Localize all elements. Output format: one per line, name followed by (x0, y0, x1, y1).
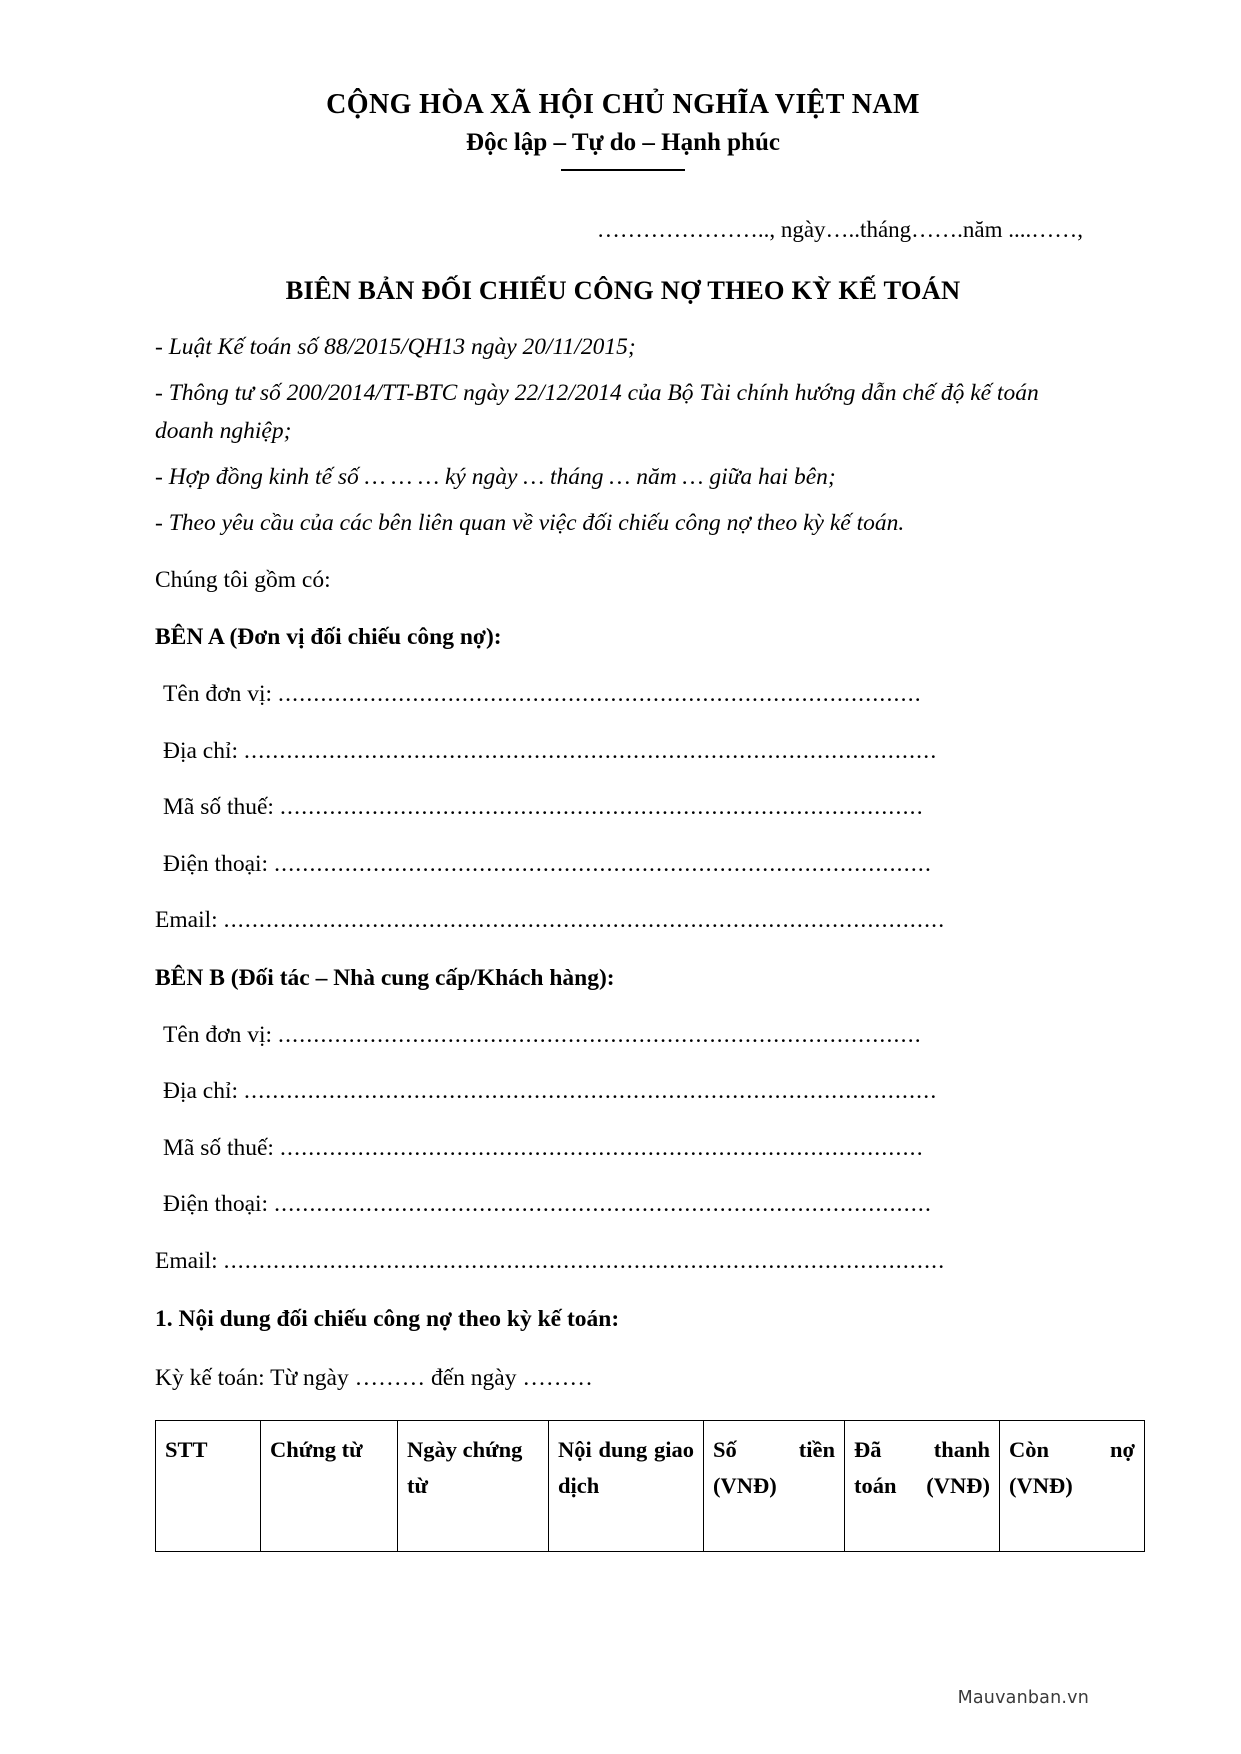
table-header-row-group (156, 1420, 1145, 1551)
field-label: Địa chỉ: (163, 1078, 239, 1105)
party-b-field-dien-thoai[interactable] (155, 1186, 1091, 1224)
field-label: Mã số thuế: (163, 794, 274, 821)
field-label: Địa chỉ: (163, 737, 239, 764)
intro-text: Chúng tôi gồm có: (155, 566, 331, 593)
column-header-da-thanh-toan: Đã thanh toán (VNĐ) (845, 1420, 1000, 1551)
party-b-heading: BÊN B (Đối tác – Nhà cung cấp/Khách hàng): (155, 965, 615, 992)
field-label: Email: (155, 907, 218, 934)
national-header (155, 88, 1091, 171)
site-watermark: Mauvanban.vn (957, 1688, 1089, 1708)
column-header-ngay-chung-tu: Ngày chứng từ (398, 1420, 549, 1551)
field-label: Điện thoại: (163, 1191, 269, 1218)
debt-reconciliation-table (155, 1420, 1145, 1552)
field-dotted-blank[interactable]: ............................................................................................. (274, 850, 933, 877)
field-label: Email: (155, 1247, 218, 1274)
field-dotted-blank[interactable]: ............................................................................................. (274, 1191, 933, 1218)
header-divider (561, 169, 685, 171)
field-dotted-blank[interactable]: ........................................................................................... (278, 681, 922, 708)
place-date-line: ………………….., ngày…..tháng…….năm ....……, (596, 216, 1083, 242)
column-header-con-no: Còn nợ (VNĐ) (1000, 1420, 1145, 1551)
column-header-noi-dung-giao-dich: Nội dung giao dịch (549, 1420, 704, 1551)
party-a-field-dia-chi[interactable] (155, 733, 1091, 771)
national-motto: Độc lập – Tự do – Hạnh phúc (466, 129, 780, 157)
party-a-field-dien-thoai[interactable] (155, 846, 1091, 884)
legal-basis-item: - Theo yêu cầu của các bên liên quan về việc đối chiếu công nợ theo kỳ kế toán. (155, 509, 905, 536)
party-b-field-ten-don-vi[interactable] (155, 1017, 1091, 1055)
party-a-field-ma-so-thue[interactable] (155, 789, 1091, 827)
field-label: Tên đơn vị: (163, 681, 273, 708)
party-b-field-ma-so-thue[interactable] (155, 1130, 1091, 1168)
field-dotted-blank[interactable]: ...................................................................................................... (223, 1247, 946, 1274)
field-dotted-blank[interactable]: ........................................................................................... (279, 794, 924, 821)
page-title: BIÊN BẢN ĐỐI CHIẾU CÔNG NỢ THEO KỲ KẾ TOÁN (285, 274, 961, 305)
legal-basis-item: - Hợp đồng kinh tế số … … … ký ngày … tháng … năm … giữa hai bên; (155, 463, 836, 490)
legal-basis-list (155, 328, 1091, 542)
legal-basis-item: - Thông tư số 200/2014/TT-BTC ngày 22/12/2014 của Bộ Tài chính hướng dẫn chế độ kế toán doanh nghiệp; (155, 379, 1039, 444)
party-a-field-ten-don-vi[interactable] (155, 676, 1091, 714)
party-a-heading: BÊN A (Đơn vị đối chiếu công nợ): (155, 624, 502, 651)
legal-basis-item: - Luật Kế toán số 88/2015/QH13 ngày 20/11/2015; (155, 333, 636, 360)
field-label: Tên đơn vị: (163, 1021, 273, 1048)
party-b-field-dia-chi[interactable] (155, 1073, 1091, 1111)
field-label: Mã số thuế: (163, 1134, 274, 1161)
field-label: Điện thoại: (163, 850, 269, 877)
column-header-so-tien: Số tiền (VNĐ) (704, 1420, 845, 1551)
column-header-stt: STT (156, 1420, 261, 1551)
table-header-row (156, 1420, 1145, 1551)
party-b-field-email[interactable] (155, 1243, 1091, 1281)
field-dotted-blank[interactable]: ........................................................................................... (279, 1134, 924, 1161)
country-name: CỘNG HÒA XÃ HỘI CHỦ NGHĨA VIỆT NAM (326, 89, 920, 120)
section-1-heading: 1. Nội dung đối chiếu công nợ theo kỳ kế toán: (155, 1305, 620, 1332)
field-dotted-blank[interactable]: .................................................................................................. (244, 737, 938, 764)
accounting-period-line: Kỳ kế toán: Từ ngày ……… đến ngày ……… (155, 1365, 593, 1392)
column-header-chung-tu: Chứng từ (261, 1420, 398, 1551)
field-dotted-blank[interactable]: ........................................................................................... (278, 1021, 922, 1048)
field-dotted-blank[interactable]: .................................................................................................. (244, 1078, 938, 1105)
field-dotted-blank[interactable]: ...................................................................................................... (223, 907, 946, 934)
party-a-field-email[interactable] (155, 902, 1091, 940)
